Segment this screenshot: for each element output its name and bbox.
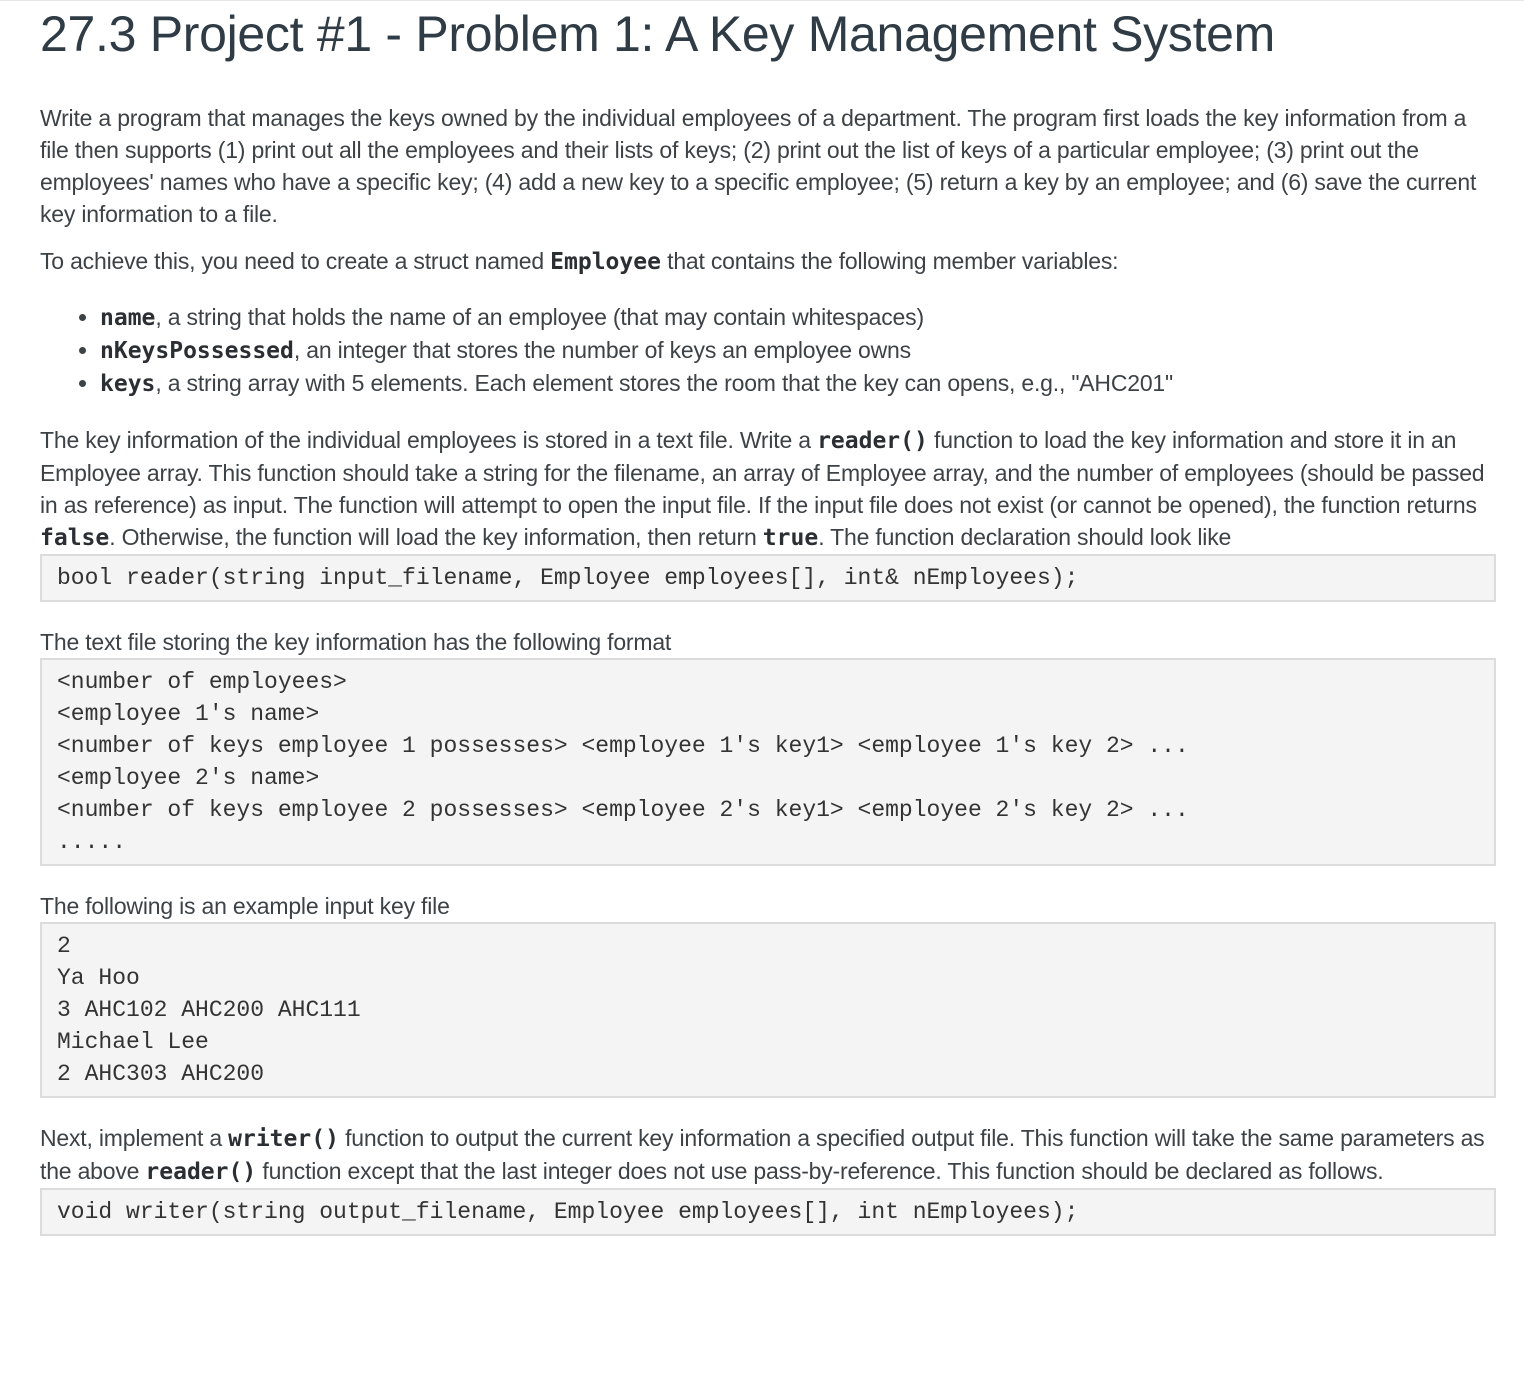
- list-item-nkeys: [100, 334, 1494, 367]
- intro-paragraph: Write a program that manages the keys owned by the individual employees of a department. The program first loads the key information from a file then supports (1) print out all the employees and their lists of keys; (2) print out the list of keys of a particular employee; (3) print out the employees' names who have a specific key; (4) add a new key to a specific employee; (5) return a key by an employee; and (6) save the current key information to a file.: [40, 105, 1477, 227]
- false-code: false: [40, 525, 110, 551]
- reader-text-1: The key information of the individual employees is stored in a text file. Write a: [40, 427, 818, 453]
- member-desc: , an integer that stores the number of keys an employee owns: [293, 337, 911, 363]
- reader-paragraph: [40, 424, 1494, 554]
- true-code: true: [762, 525, 819, 551]
- member-list: [40, 301, 1494, 400]
- reader-text-2: function to load the key information and store it in an Employee array. This function should take a string for the filename, an array of Employee array, and the number of employees (should be passed in as reference) as input. The function will attempt to open the input file. If the input file does not exist (or cannot be opened), the function returns: [40, 427, 1485, 518]
- writer-text-3: function except that the last integer does not use pass-by-reference. This function should be declared as follows.: [256, 1158, 1384, 1184]
- file-format-code-block: <number of employees> <employee 1's name> <number of keys employee 1 possesses> <employee 1's key1> <employee 1's key 2> ... <employee 2's name> <number of keys employee 2 possesses> <employee 2's key1> <employee 2's key 2> ... .....: [40, 658, 1496, 866]
- struct-text-before: To achieve this, you need to create a struct named: [40, 248, 551, 274]
- member-code: keys: [100, 371, 156, 397]
- writer-text-1: Next, implement a: [40, 1125, 229, 1151]
- reader-func-code: reader(): [145, 1159, 257, 1185]
- member-code: nKeysPossessed: [100, 338, 294, 364]
- list-item-keys: [100, 367, 1494, 400]
- reader-declaration-code-block: bool reader(string input_filename, Employee employees[], int& nEmployees);: [40, 554, 1496, 602]
- example-intro-paragraph: The following is an example input key file: [40, 893, 450, 919]
- page-title: 27.3 Project #1 - Problem 1: A Key Management System: [40, 6, 1276, 62]
- member-desc: , a string that holds the name of an employee (that may contain whitespaces): [155, 304, 924, 330]
- reader-text-3: . Otherwise, the function will load the key information, then return: [109, 524, 763, 550]
- reader-text-4: . The function declaration should look like: [818, 524, 1232, 550]
- writer-paragraph: [40, 1122, 1494, 1188]
- format-intro-paragraph: The text file storing the key information has the following format: [40, 629, 672, 655]
- writer-text-2: function to output the current key information a specified output file. This function will take the same parameters as the above: [40, 1125, 1485, 1184]
- writer-declaration-code-block: void writer(string output_filename, Employee employees[], int nEmployees);: [40, 1188, 1496, 1236]
- struct-name-code: Employee: [550, 249, 661, 275]
- reader-func-code: reader(): [817, 428, 928, 454]
- example-file-code-block: 2 Ya Hoo 3 AHC102 AHC200 AHC111 Michael Lee 2 AHC303 AHC200: [40, 922, 1496, 1098]
- writer-func-code: writer(): [228, 1126, 339, 1152]
- struct-text-after: that contains the following member variables:: [660, 248, 1119, 274]
- member-desc: , a string array with 5 elements. Each element stores the room that the key can opens, e.g., "AHC201": [155, 370, 1173, 396]
- list-item-name: [100, 301, 1494, 334]
- member-code: name: [100, 305, 156, 331]
- struct-paragraph: [40, 245, 1494, 278]
